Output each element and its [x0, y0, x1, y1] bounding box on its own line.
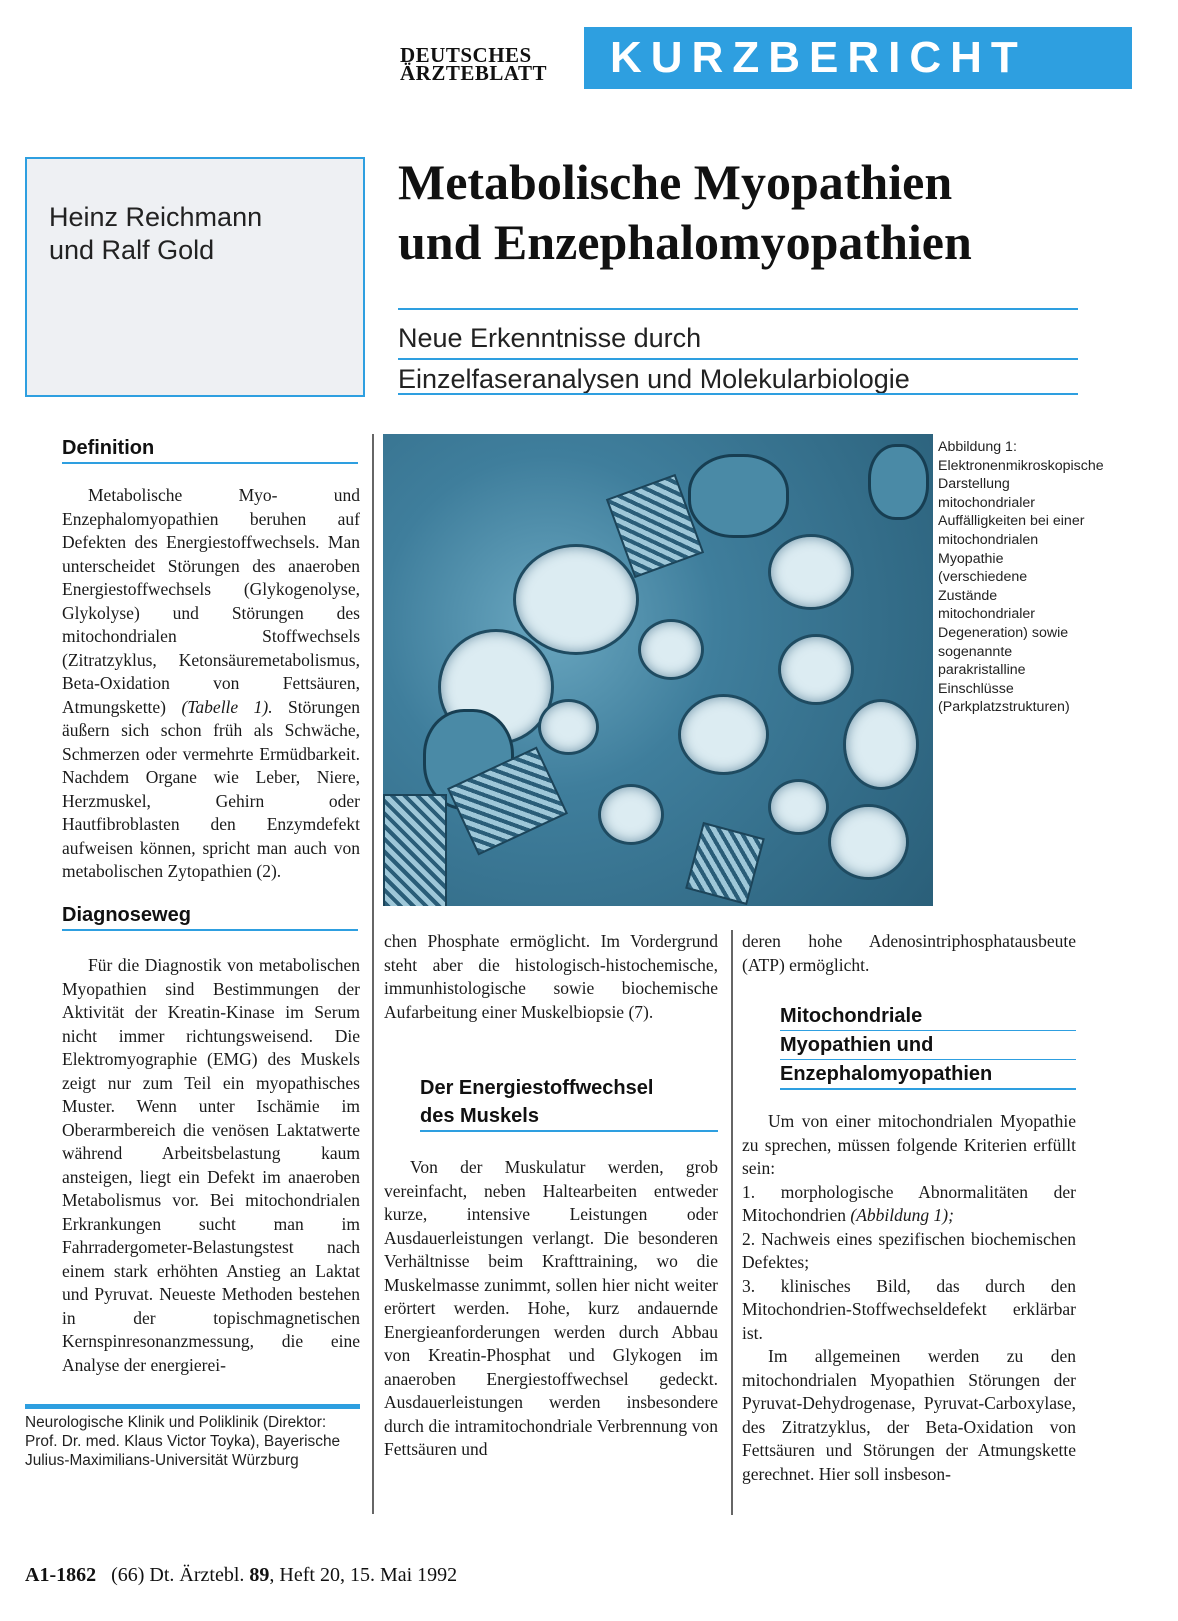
- affiliation-rule: [25, 1404, 360, 1409]
- footer-page-number: (66) Dt. Ärztebl.: [111, 1564, 245, 1586]
- criteria-item-2: 2. Nachweis eines spezifischen biochemischen Defektes;: [742, 1228, 1076, 1272]
- heading-mitochondriale-line1: Mitochondriale: [780, 1002, 1076, 1031]
- vacuole-5: [538, 699, 599, 755]
- journal-logo-line2: ÄRZTEBLATT: [400, 61, 547, 85]
- footer-page-id: A1-1862: [25, 1564, 97, 1586]
- diagnoseweg-text: [62, 954, 360, 1377]
- vacuole-8: [843, 699, 919, 790]
- mitochondriale-text: Im allgemeinen werden zu den mitochondrialen Myopathien Störungen der Pyruvat-Dehydrogenase, Pyruvat-Carboxylase, des Zitratzyklus, der Beta-Oxidation von Fettsäuren und Störungen der Atmungskette gerechnet. Hier soll insbeson-: [742, 1346, 1076, 1484]
- article-title: [398, 152, 1138, 272]
- heading-energiestoffwechsel: [420, 1074, 718, 1132]
- author-line-2: und Ralf Gold: [49, 235, 215, 265]
- column-divider-1: [372, 434, 374, 1514]
- micrograph-image: [383, 434, 933, 906]
- vacuole-11: [828, 804, 909, 880]
- subtitle-line-1: Neue Erkenntnisse durch: [398, 323, 702, 353]
- column2-continuation: chen Phosphate ermöglicht. Im Vordergrund steht aber die histologisch-histochemische, immunhistologische sowie biochemische Aufarbeitung einer Muskelbiopsie (7).: [384, 931, 718, 1022]
- footer-volume: 89: [249, 1564, 270, 1586]
- column3-top-text: [742, 930, 1076, 977]
- vacuole-4: [638, 619, 704, 680]
- definition-text: [62, 484, 360, 884]
- column3-body: [742, 1110, 1076, 1486]
- heading-mitochondriale: [780, 1002, 1076, 1090]
- subtitle-rule-bottom: [398, 393, 1078, 395]
- heading-mitochondriale-line3: Enzephalomyopathien: [780, 1060, 1076, 1090]
- heading-energiestoffwechsel-line2: des Muskels: [420, 1105, 539, 1127]
- author-line-1: Heinz Reichmann: [49, 202, 263, 232]
- criteria-intro: Um von einer mitochondrialen Myopathie zu sprechen, müssen folgende Kriterien erfüllt sein:: [742, 1111, 1076, 1178]
- vacuole-9: [598, 784, 664, 845]
- column3-continuation: deren hohe Adenosintriphosphatausbeute (ATP) ermöglicht.: [742, 931, 1076, 975]
- vacuole-7: [778, 634, 854, 705]
- subtitle-line-2: Einzelfaseranalysen und Molekularbiologie: [398, 363, 910, 394]
- footer-issue: , Heft 20, 15. Mai 1992: [269, 1564, 458, 1586]
- definition-body: Metabolische Myo- und Enzephalomyopathien beruhen auf Defekten des Energiestoffwechsels. Man unterscheidet Störungen des anaeroben Energiestoffwechsels (Glykogenolyse, Glykolyse) und Störungen des mitochondrialen Stoffwechsels (Zitratzyklus, Ketonsäuremetabolismus, Beta-Oxidation von Fettsäuren, Atmungskette): [62, 485, 360, 717]
- column2-top-text: [384, 930, 718, 1024]
- mitochondrion-dark-1: [688, 454, 789, 538]
- diagnoseweg-body: Für die Diagnostik von metabolischen Myopathien sind Bestimmungen der Aktivität der Kreatin-Kinase im Serum nicht immer richtungsweisend. Die Elektromyographie (EMG) des Muskels zeigt nur zum Teil ein myopathisches Muster. Wenn unter Ischämie im Oberarmbereich die venösen Laktatwerte während Arbeitsbelastung kaum ansteigen, liegt ein Defekt im anaeroben Metabolismus vor. Bei mitochondrialen Erkrankungen sucht man im Fahrradergometer-Belastungstest nach einem stark erhöhten Anstieg an Laktat und Pyruvat. Neueste Methoden bestehen in der topischmagnetischen Kernspinresonanzmessung, die eine Analyse der energierei-: [62, 955, 360, 1375]
- heading-mitochondriale-line2: Myopathien und: [780, 1031, 1076, 1060]
- heading-definition: Definition: [62, 434, 358, 464]
- affiliation: Neurologische Klinik und Poliklinik (Direktor: Prof. Dr. med. Klaus Victor Toyka), Bayerische Julius-Maximilians-Universität Würzburg: [25, 1414, 341, 1469]
- subtitle-rule-top: [398, 308, 1078, 310]
- journal-logo: [400, 43, 560, 85]
- mitochondrion-dark-3: [868, 444, 929, 520]
- author-box: [25, 157, 365, 397]
- vacuole-6: [678, 694, 769, 775]
- heading-diagnoseweg: Diagnoseweg: [62, 901, 358, 931]
- paracrystalline-inclusion-4: [685, 822, 765, 905]
- figure-caption: Abbildung 1: Elektronenmikroskopische Darstellung mitochondrialer Auffälligkeiten bei einer mitochondrialen Myopathie (verschiedene Zustände mitochondrialer Degeneration) sowie sogenannte parakristalline Einschlüsse (Parkplatzstrukturen): [938, 439, 1104, 716]
- criteria-item-3: 3. klinisches Bild, das durch den Mitochondrien-Stoffwechseldefekt erklärbar ist.: [742, 1275, 1076, 1343]
- definition-body-2: Störungen äußern sich schon früh als Schwäche, Schmerzen oder vermehrte Ermüdbarkeit. Nachdem Organe wie Leber, Niere, Herzmuskel, Gehirn oder Hautfibroblasten den Enzymdefekt aufweisen können, spricht man auch von metabolischen Zytopathien (2).: [62, 696, 360, 881]
- paracrystalline-inclusion-2: [383, 794, 447, 906]
- title-line-2: und Enzephalomyopathien: [398, 214, 972, 270]
- title-line-1: Metabolische Myopathien: [398, 154, 953, 210]
- page-footer: [25, 1564, 725, 1587]
- section-banner: KURZBERICHT: [584, 27, 1132, 89]
- journal-logo-line1: DEUTSCHES: [400, 43, 532, 67]
- definition-table-ref: (Tabelle 1).: [181, 696, 273, 717]
- criteria-figure-ref: (Abbildung 1);: [850, 1205, 954, 1225]
- article-subtitle: [398, 320, 1118, 398]
- column2-body: [384, 1156, 718, 1462]
- column-divider-2: [731, 930, 733, 1515]
- vacuole-2: [768, 534, 854, 610]
- vacuole-1: [513, 544, 639, 655]
- subtitle-rule-mid: [398, 358, 1078, 360]
- vacuole-10: [768, 779, 829, 835]
- criteria-item-1-text: 1. morphologische Abnormalitäten der Mitochondrien: [742, 1181, 1076, 1225]
- energiestoffwechsel-text: Von der Muskulatur werden, grob vereinfacht, neben Haltearbeiten entweder kurze, intensive Leistungen oder Ausdauerleistungen verlangt. Die besonderen Verhältnisse beim Krafttraining, wo die Muskelmasse zunimmt, sollen hier nicht weiter erörtert werden. Hohe, kurz andauernde Energieanforderungen werden durch Abbau von Kreatin-Phosphat und Glykogen im anaeroben Energiestoffwechsel gedeckt. Ausdauerleistungen werden insbesondere durch die intramitochondriale Verbrennung von Fettsäuren und: [384, 1157, 718, 1459]
- heading-energiestoffwechsel-line1: Der Energiestoffwechsel: [420, 1077, 654, 1099]
- criteria-item-1: [742, 1181, 1076, 1228]
